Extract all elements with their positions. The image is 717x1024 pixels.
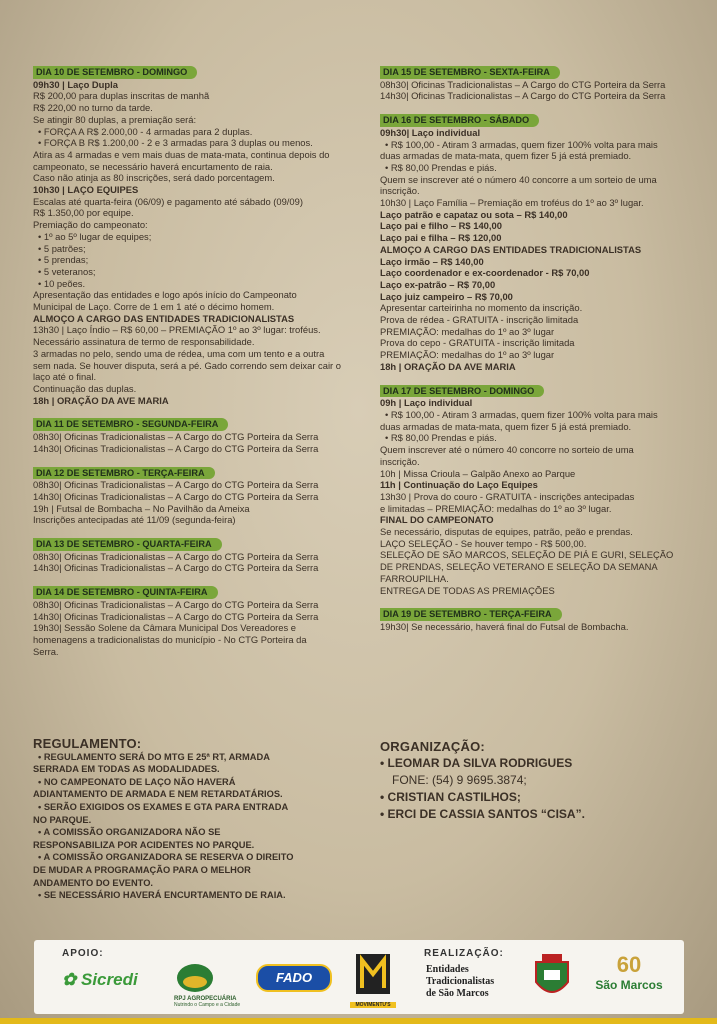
schedule-line: NO PARQUE. (33, 814, 92, 825)
schedule-line: R$ 200,00 para duplas inscritas de manhã (33, 90, 210, 102)
schedule-line: e limitadas – PREMIAÇÃO: medalhas do 1º ao 3º lugar. (380, 502, 612, 514)
schedule-line: 09h30 | Laço Dupla (33, 78, 118, 90)
schedule-line: Quem se inscrever até o número 40 concorre a um sorteio de uma (380, 173, 657, 185)
organizer-name-2: • CRISTIAN CASTILHOS; (380, 789, 698, 806)
schedule-line: R$ 220,00 no turno da tarde. (33, 102, 153, 114)
schedule-line: 14h30| Oficinas Tradicionalistas – A Cargo do CTG Porteira da Serra (33, 490, 319, 502)
schedule-line: ALMOÇO A CARGO DAS ENTIDADES TRADICIONALISTAS (33, 312, 295, 324)
regulamento-lines (33, 751, 363, 902)
schedule-line: 13h30 | Prova do couro - GRATUITA - inscrições antecipadas (380, 490, 635, 502)
day-header: DIA 14 DE SETEMBRO - QUINTA-FEIRA (33, 586, 218, 599)
day13-block (33, 536, 363, 574)
day17-block (380, 383, 698, 597)
schedule-line: Necessário assinatura de termo de responsabilidade. (33, 336, 255, 348)
schedule-line: • 10 peões. (33, 278, 363, 290)
rpj-emblem-icon (174, 962, 216, 994)
schedule-line: duas armadas de mata-mata, quem fizer 5 já está premiado. (380, 150, 632, 162)
organizer-phone-1: FONE: (54) 9 9695.3874; (392, 773, 527, 787)
entidades-text (426, 964, 494, 1000)
schedule-line: 09h30| Laço individual (380, 126, 481, 138)
day-header: DIA 11 DE SETEMBRO - SEGUNDA-FEIRA (33, 418, 228, 431)
day-header: DIA 13 DE SETEMBRO - QUARTA-FEIRA (33, 538, 222, 551)
schedule-line: • R$ 80,00 Prendas e piás. (380, 432, 698, 444)
schedule-line: • A COMISSÃO ORGANIZADORA SE RESERVA O DIREITO (33, 851, 363, 864)
day14-block (33, 584, 363, 657)
schedule-line: DE MUDAR A PROGRAMAÇÃO PARA O MELHOR (33, 864, 251, 875)
schedule-line: FARROUPILHA. (380, 572, 449, 584)
schedule-line: • R$ 100,00 - Atiram 3 armadas, quem fizer 100% volta para mais (380, 139, 698, 151)
day-header: DIA 10 DE SETEMBRO - DOMINGO (33, 66, 197, 79)
rpj-name: RPJ AGROPECUÁRIA (174, 996, 237, 1002)
movimentus-name: MOVIMENTU'S (350, 1002, 396, 1008)
schedule-line: • R$ 100,00 - Atiram 3 armadas, quem fizer 100% volta para mais (380, 409, 698, 421)
schedule-line: 08h30| Oficinas Tradicionalistas – A Cargo do CTG Porteira da Serra (33, 479, 319, 491)
fado-logo: FADO (256, 964, 332, 992)
schedule-line: Serra. (33, 645, 59, 657)
movimentus-logo (350, 952, 396, 1008)
schedule-line: Laço coordenador e ex-coordenador - R$ 70,00 (380, 267, 590, 279)
schedule-line: FINAL DO CAMPEONATO (380, 514, 494, 526)
organizer-name-3: • ERCI DE CASSIA SANTOS “CISA”. (380, 806, 698, 823)
schedule-line: Prova do cepo - GRATUITA - inscrição limitada (380, 337, 575, 349)
schedule-line: • 5 prendas; (33, 254, 363, 266)
sponsors-footer (34, 940, 684, 1014)
schedule-line: campeonato, se necessário haverá encurtamento de raia. (33, 160, 273, 172)
schedule-line: homenagens a tradicionalistas do município - No CTG Porteira da (33, 633, 307, 645)
schedule-line: 18h | ORAÇÃO DA AVE MARIA (380, 360, 516, 372)
schedule-line: 08h30| Oficinas Tradicionalistas – A Cargo do CTG Porteira da Serra (33, 598, 319, 610)
day-header: DIA 19 DE SETEMBRO - TERÇA-FEIRA (380, 608, 562, 621)
day16-block (380, 112, 698, 372)
schedule-line: 14h30| Oficinas Tradicionalistas – A Cargo do CTG Porteira da Serra (380, 90, 666, 102)
schedule-line: 14h30| Oficinas Tradicionalistas – A Cargo do CTG Porteira da Serra (33, 610, 319, 622)
schedule-line: 3 armadas no pelo, sendo uma de rédea, uma com um tento e a outra (33, 347, 325, 359)
schedule-line: • NO CAMPEONATO DE LAÇO NÃO HAVERÁ (33, 776, 363, 789)
schedule-line: RESPONSABILIZA POR ACIDENTES NO PARQUE. (33, 839, 255, 850)
entidades-line-2: Tradicionalistas (426, 976, 495, 987)
schedule-line: 08h30| Oficinas Tradicionalistas – A Cargo do CTG Porteira da Serra (33, 431, 319, 443)
schedule-line: Continuação das duplas. (33, 382, 137, 394)
schedule-line: • 1º ao 5º lugar de equipes; (33, 231, 363, 243)
schedule-line: SELEÇÃO DE SÃO MARCOS, SELEÇÃO DE PIÁ E GURI, SELEÇÃO (380, 549, 674, 561)
schedule-line: Laço irmão – R$ 140,00 (380, 255, 484, 267)
schedule-line: Laço pai e filho – R$ 140,00 (380, 220, 502, 232)
schedule-line: 19h | Futsal de Bombacha – No Pavilhão da Ameixa (33, 502, 250, 514)
schedule-line: ADIANTAMENTO DE ARMADA E NEM RETARDATÁRIOS. (33, 789, 283, 800)
schedule-line: • SERÃO EXIGIDOS OS EXAMES E GTA PARA ENTRADA (33, 801, 363, 814)
schedule-line: 13h30 | Laço Índio – R$ 60,00 – PREMIAÇÃO 1º ao 3º lugar: troféus. (33, 324, 321, 336)
schedule-line: 11h | Continuação do Laço Equipes (380, 479, 538, 491)
rpj-tagline: Nutrindo o Campo e a Cidade (174, 1002, 241, 1008)
schedule-line: inscrição. (380, 455, 420, 467)
schedule-line: Prova de rédea - GRATUITA - inscrição limitada (380, 314, 579, 326)
rpj-logo (174, 962, 246, 1008)
schedule-line: SERRADA EM TODAS AS MODALIDADES. (33, 764, 220, 775)
schedule-line: DE PRENDAS, SELEÇÃO VETERANO E SELEÇÃO DA SEMANA (380, 561, 658, 573)
schedule-line: Premiação do campeonato: (33, 219, 148, 231)
schedule-line: 14h30| Oficinas Tradicionalistas – A Cargo do CTG Porteira da Serra (33, 562, 319, 574)
schedule-line: ANDAMENTO DO EVENTO. (33, 877, 154, 888)
schedule-line: • FORÇA B R$ 1.200,00 - 2 e 3 armadas para 3 duplas ou menos. (33, 137, 363, 149)
schedule-line: Caso não atinja as 80 inscrições, será dado porcentagem. (33, 172, 275, 184)
schedule-line: • REGULAMENTO SERÁ DO MTG E 25ª RT, ARMADA (33, 751, 363, 764)
schedule-line: duas armadas de mata-mata, quem fizer 5 já está premiado. (380, 420, 632, 432)
schedule-line: 10h30 | LAÇO EQUIPES (33, 184, 139, 196)
sao-marcos-logo (594, 952, 664, 1010)
schedule-line: • SE NECESSÁRIO HAVERÁ ENCURTAMENTO DE RAIA. (33, 889, 363, 902)
schedule-line: 19h30| Sessão Solene da Câmara Municipal Dos Vereadores e (33, 622, 297, 634)
schedule-line: 19h30| Se necessário, haverá final do Futsal de Bombacha. (380, 620, 629, 632)
sao-marcos-60: 60 (616, 952, 642, 977)
day19-block (380, 606, 698, 632)
day-header: DIA 16 DE SETEMBRO - SÁBADO (380, 114, 539, 127)
day10-block (33, 64, 363, 406)
schedule-line: Se necessário, disputas de equipes, patrão, peão e prendas. (380, 526, 633, 538)
schedule-line: Escalas até quarta-feira (06/09) e pagamento até sábado (09/09) (33, 195, 303, 207)
schedule-line: Laço juiz campeiro – R$ 70,00 (380, 290, 513, 302)
schedule-line: • FORÇA A R$ 2.000,00 - 4 armadas para 2 duplas. (33, 126, 363, 138)
apoio-label: APOIO: (62, 948, 104, 959)
organizacao-title: ORGANIZAÇÃO: (380, 739, 485, 754)
right-column (380, 64, 698, 643)
schedule-line: LAÇO SELEÇÃO - Se houver tempo - R$ 500,00. (380, 537, 587, 549)
day-header: DIA 12 DE SETEMBRO - TERÇA-FEIRA (33, 467, 215, 480)
day-header: DIA 17 DE SETEMBRO - DOMINGO (380, 385, 544, 398)
schedule-line: Apresentação das entidades e logo após início do Campeonato (33, 289, 297, 301)
sicredi-flower-icon: ✿ (62, 970, 77, 989)
left-column (33, 64, 363, 667)
schedule-line: 10h30 | Laço Família – Premiação em troféus do 1º ao 3º lugar. (380, 197, 644, 209)
sao-marcos-name: São Marcos (595, 978, 663, 992)
schedule-line: PREMIAÇÃO: medalhas do 1º ao 3º lugar (380, 325, 555, 337)
schedule-line: Quem inscrever até o número 40 concorre no sorteio de uma (380, 444, 634, 456)
movimentus-m-icon (350, 952, 396, 998)
schedule-line: Laço ex-patrão – R$ 70,00 (380, 278, 496, 290)
schedule-line: Laço pai e filha – R$ 120,00 (380, 232, 502, 244)
schedule-line: 08h30| Oficinas Tradicionalistas – A Cargo do CTG Porteira da Serra (380, 78, 666, 90)
schedule-line: • 5 veteranos; (33, 266, 363, 278)
schedule-line: • A COMISSÃO ORGANIZADORA NÃO SE (33, 826, 363, 839)
schedule-line: Laço patrão e capataz ou sota – R$ 140,00 (380, 208, 568, 220)
schedule-line: inscrição. (380, 185, 420, 197)
entidades-line-1: Entidades (426, 964, 469, 975)
regulamento-section (33, 738, 363, 902)
organizer-name-1: • LEOMAR DA SILVA RODRIGUES (380, 755, 698, 772)
schedule-line: Inscrições antecipadas até 11/09 (segunda-feira) (33, 514, 236, 526)
schedule-line: ALMOÇO A CARGO DAS ENTIDADES TRADICIONALISTAS (380, 243, 642, 255)
day11-block (33, 416, 363, 454)
schedule-line: Atira as 4 armadas e vem mais duas de mata-mata, continua depois do (33, 148, 330, 160)
municipal-crest-icon (530, 952, 574, 1004)
schedule-line: PREMIAÇÃO: medalhas do 1º ao 3º lugar (380, 349, 555, 361)
organizacao-section (380, 738, 698, 823)
schedule-line: Se atingir 80 duplas, a premiação será: (33, 113, 197, 125)
day-header: DIA 15 DE SETEMBRO - SEXTA-FEIRA (380, 66, 560, 79)
schedule-line: • 5 patrões; (33, 243, 363, 255)
schedule-line: 10h | Missa Crioula – Galpão Anexo ao Parque (380, 467, 576, 479)
schedule-line: R$ 1.350,00 por equipe. (33, 207, 134, 219)
schedule-line: Municipal de Laço. Corre de 1 em 1 até o décimo homem. (33, 301, 275, 313)
bottom-bar (0, 1018, 717, 1024)
entidades-line-3: de São Marcos (426, 988, 489, 999)
schedule-line: 14h30| Oficinas Tradicionalistas – A Cargo do CTG Porteira da Serra (33, 442, 319, 454)
schedule-line: laço até o final. (33, 371, 97, 383)
schedule-line: Apresentar carteirinha no momento da inscrição. (380, 302, 583, 314)
sicredi-name: Sicredi (80, 970, 138, 989)
schedule-line: 18h | ORAÇÃO DA AVE MARIA (33, 394, 169, 406)
schedule-line: • R$ 80,00 Prendas e piás. (380, 162, 698, 174)
day12-block (33, 465, 363, 527)
day15-block (380, 64, 698, 102)
schedule-line: 08h30| Oficinas Tradicionalistas – A Cargo do CTG Porteira da Serra (33, 550, 319, 562)
schedule-line: ENTREGA DE TODAS AS PREMIAÇÕES (380, 584, 555, 596)
schedule-line: 09h | Laço individual (380, 397, 473, 409)
realizacao-label: REALIZAÇÃO: (424, 948, 504, 959)
schedule-line: sem nada. Se houver disputa, será a pé. Gado correndo sem deixar cair o (33, 359, 341, 371)
regulamento-title: REGULAMENTO: (33, 736, 142, 751)
sicredi-logo (62, 970, 138, 990)
